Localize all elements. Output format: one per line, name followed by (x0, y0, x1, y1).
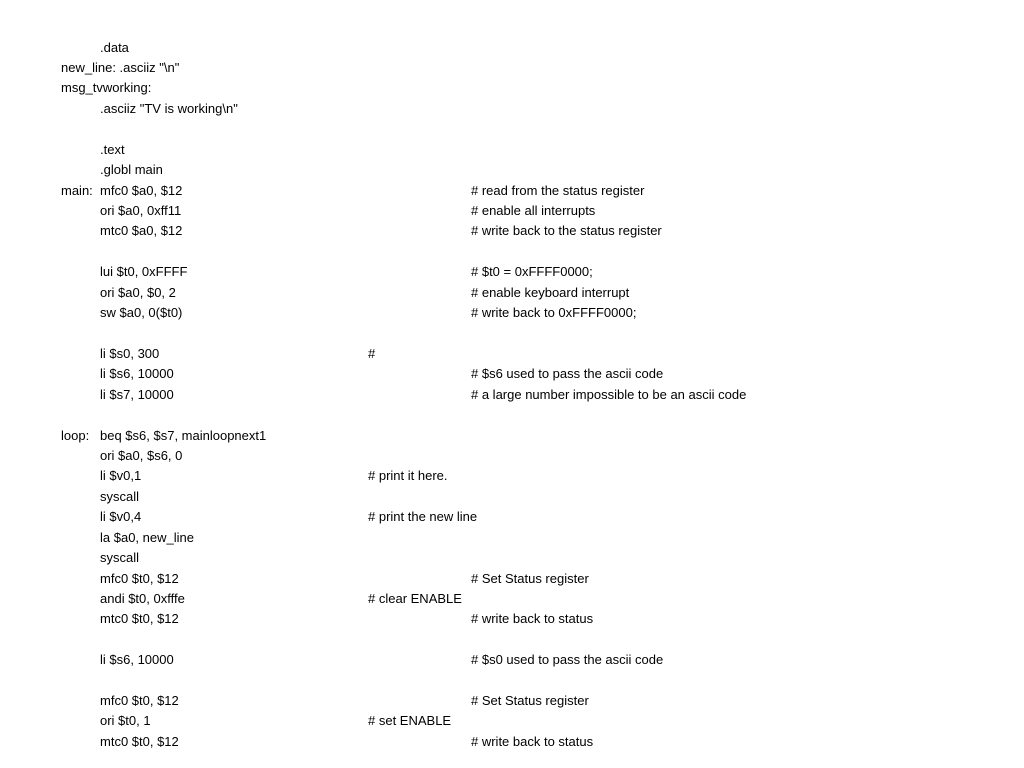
line-comment: # $s0 used to pass the ascii code (471, 652, 664, 668)
code-line (0, 732, 1024, 752)
code-line (0, 262, 1024, 282)
line-comment: # enable keyboard interrupt (471, 284, 630, 300)
line-code: mfc0 $a0, $12 (100, 182, 183, 198)
line-code: li $s6, 10000 (100, 652, 174, 668)
code-line (0, 58, 1024, 78)
line-comment: # Set Status register (471, 693, 589, 709)
line-code: ori $a0, 0xff11 (100, 202, 182, 218)
line-comment: # Set Status register (471, 570, 589, 586)
code-line (0, 140, 1024, 160)
line-comment: # a large number impossible to be an ascii code (471, 386, 747, 402)
line-code: sw $a0, 0($t0) (100, 305, 183, 321)
line-comment: # enable all interrupts (471, 202, 596, 218)
line-code: la $a0, new_line (100, 529, 194, 545)
code-line (0, 650, 1024, 670)
code-line (0, 426, 1024, 446)
line-code: mtc0 $a0, $12 (100, 223, 183, 239)
line-comment: # $t0 = 0xFFFF0000; (471, 264, 593, 280)
line-code: mtc0 $t0, $12 (100, 611, 179, 627)
line-code: syscall (100, 550, 140, 566)
code-line (0, 589, 1024, 609)
code-line (0, 283, 1024, 303)
code-line (0, 323, 1024, 343)
line-code: andi $t0, 0xfffe (100, 590, 185, 606)
code-line (0, 507, 1024, 527)
code-line (0, 119, 1024, 139)
code-line (0, 78, 1024, 98)
line-comment: # $s6 used to pass the ascii code (471, 366, 664, 382)
code-line (0, 221, 1024, 241)
line-code: mfc0 $t0, $12 (100, 570, 179, 586)
line-comment: # set ENABLE (368, 713, 452, 729)
line-comment: # clear ENABLE (368, 590, 462, 606)
line-code: li $s7, 10000 (100, 386, 174, 402)
code-line (0, 38, 1024, 58)
code-line (0, 344, 1024, 364)
line-code: .globl main (100, 162, 163, 178)
line-code: mtc0 $t0, $12 (100, 733, 179, 749)
code-line (0, 446, 1024, 466)
line-code: ori $a0, $s6, 0 (100, 448, 183, 463)
line-label: main: (61, 182, 93, 198)
line-code: .data (100, 39, 129, 55)
line-code: ori $a0, $0, 2 (100, 284, 176, 300)
code-line (0, 364, 1024, 384)
code-line (0, 242, 1024, 262)
code-line (0, 487, 1024, 507)
line-comment: # write back to status (471, 611, 594, 627)
code-line (0, 385, 1024, 405)
line-comment: # write back to 0xFFFF0000; (471, 305, 637, 321)
line-comment: # write back to the status register (471, 223, 662, 239)
code-line (0, 99, 1024, 119)
line-code: lui $t0, 0xFFFF (100, 264, 188, 280)
code-line (0, 548, 1024, 568)
code-line (0, 181, 1024, 201)
code-line (0, 711, 1024, 731)
code-line (0, 691, 1024, 711)
line-code: beq $s6, $s7, mainloopnext1 (100, 427, 267, 443)
code-line (0, 466, 1024, 486)
code-line (0, 609, 1024, 629)
line-code: li $v0,1 (100, 468, 142, 484)
line-comment: # write back to status (471, 733, 594, 749)
line-code: .text (100, 141, 125, 157)
code-line (0, 405, 1024, 425)
code-line (0, 303, 1024, 323)
line-comment: # (368, 345, 376, 361)
line-code: syscall (100, 488, 140, 504)
line-comment: # read from the status register (471, 182, 645, 198)
code-line (0, 671, 1024, 691)
code-line (0, 160, 1024, 180)
line-comment: # print the new line (368, 509, 478, 525)
code-line (0, 528, 1024, 548)
line-code: ori $t0, 1 (100, 713, 151, 729)
line-code: li $v0,4 (100, 509, 142, 525)
line-label: new_line: .asciiz "\n" (61, 60, 180, 76)
code-line (0, 569, 1024, 589)
line-code: .asciiz "TV is working\n" (100, 100, 238, 116)
line-code: mfc0 $t0, $12 (100, 693, 179, 709)
code-line (0, 201, 1024, 221)
line-label: msg_tvworking: (61, 80, 152, 96)
line-comment: # print it here. (368, 468, 448, 484)
line-code: li $s6, 10000 (100, 366, 174, 382)
line-code: li $s0, 300 (100, 345, 160, 361)
code-line (0, 630, 1024, 650)
line-label: loop: (61, 427, 90, 443)
